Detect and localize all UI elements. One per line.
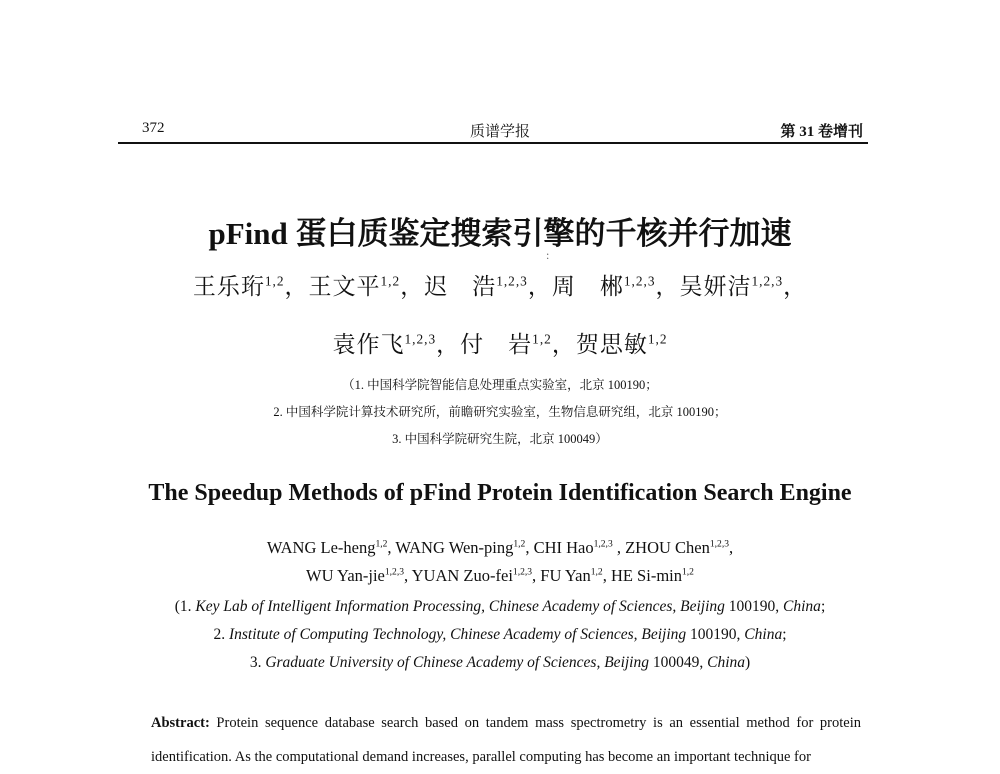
cn-affiliation-3: 3. 中国科学院研究生院，北京 100049） (392, 432, 608, 446)
author-affiliation-sup: 1,2,3 (709, 538, 729, 550)
affiliation-prefix: (1. (174, 598, 196, 615)
author-affiliation-sup: 1,2,3 (593, 538, 613, 550)
author-separator: ， (284, 274, 309, 299)
author-separator: ， (436, 332, 461, 357)
author-name: 周 郴 (551, 274, 624, 299)
affiliation-code: 100190, (686, 626, 745, 643)
affiliation-country: China (744, 626, 783, 643)
abstract (151, 706, 861, 774)
author-separator: , (525, 538, 534, 557)
author-separator: , (612, 538, 626, 557)
affiliation-italic: Institute of Computing Technology, Chinese Academy of Sciences, Beijing (228, 626, 687, 643)
author-affiliation-sup: 1,2 (647, 331, 668, 347)
author-separator: , (387, 538, 396, 557)
author-separator: ， (551, 332, 576, 357)
cn-authors-line2 (0, 326, 1000, 359)
author-name: 王乐珩 (192, 274, 265, 299)
en-title: The Speedup Methods of pFind Protein Identification Search Engine (148, 480, 852, 506)
author-name: 袁作飞 (332, 332, 405, 357)
affiliation-country: China (783, 598, 821, 615)
affiliation-end: ) (745, 654, 751, 671)
author-separator: , (729, 538, 734, 557)
author-name: WU Yan-jie (306, 566, 385, 585)
author-affiliation-sup: 1,2,3 (404, 331, 437, 347)
en-affiliation-1 (0, 598, 1000, 616)
affiliation-italic: Key Lab of Intelligent Information Processing, Chinese Academy of Sciences, Beijing (195, 598, 725, 615)
author-affiliation-sup: 1,2,3 (496, 273, 528, 289)
author-separator: ， (655, 274, 680, 299)
author-separator: ， (783, 274, 808, 299)
affiliation-italic: Graduate University of Chinese Academy of Sciences, Beijing (265, 654, 649, 671)
cn-affiliation-1: （1. 中国科学院智能信息处理重点实验室，北京 100190； (342, 378, 658, 392)
cn-affiliation-2: 2. 中国科学院计算技术研究所，前瞻研究实验室，生物信息研究组，北京 100190； (273, 405, 727, 419)
author-affiliation-sup: 1,2,3 (512, 566, 533, 578)
author-affiliation-sup: 1,2 (590, 566, 603, 578)
author-name: ZHOU Chen (625, 538, 710, 557)
author-name: 吴妍洁 (679, 274, 752, 299)
author-affiliation-sup: 1,2,3 (751, 273, 784, 289)
en-affiliation-2 (0, 626, 1000, 644)
abstract-text: Protein sequence database search based on tandem mass spectrometry is an essential method for protein identification. As the computational demand increases, parallel computing has become an important technique for (151, 715, 861, 765)
author-affiliation-sup: 1,2,3 (384, 566, 404, 578)
cn-authors-line1 (0, 268, 1000, 301)
affiliation-end: ; (820, 598, 826, 615)
header-rule (118, 142, 868, 144)
author-name: HE Si-min (610, 566, 682, 585)
author-affiliation-sup: 1,2 (264, 273, 285, 289)
author-name: FU Yan (540, 566, 591, 585)
author-name: 贺思敏 (575, 332, 648, 357)
author-separator: , (602, 566, 611, 585)
scan-speck: : (546, 248, 550, 262)
author-name: YUAN Zuo-fei (411, 566, 513, 585)
author-affiliation-sup: 1,2 (681, 566, 694, 578)
page-number: 372 (142, 120, 165, 136)
en-authors-line1 (0, 538, 1000, 558)
author-affiliation-sup: 1,2 (375, 538, 388, 550)
affiliation-code: 100190, (724, 598, 784, 615)
en-affiliation-3 (0, 654, 1000, 672)
author-name: CHI Hao (533, 538, 594, 557)
author-separator: ， (527, 274, 552, 299)
author-affiliation-sup: 1,2 (532, 331, 552, 347)
author-affiliation-sup: 1,2,3 (623, 273, 656, 289)
author-affiliation-sup: 1,2 (513, 538, 526, 550)
affiliation-prefix: 3. (249, 654, 266, 671)
author-name: 王文平 (308, 274, 381, 299)
affiliation-end: ; (782, 626, 787, 643)
en-authors-line2 (0, 566, 1000, 586)
journal-name: 质谱学报 (469, 124, 530, 140)
author-name: WANG Wen-ping (395, 538, 514, 557)
author-affiliation-sup: 1,2 (380, 273, 401, 289)
author-name: WANG Le-heng (266, 538, 376, 557)
affiliation-code: 100049, (648, 654, 708, 671)
affiliation-country: China (707, 654, 746, 671)
affiliation-prefix: 2. (213, 626, 229, 643)
author-name: 迟 浩 (424, 274, 497, 299)
volume-label: 第 31 卷增刊 (780, 124, 863, 140)
author-separator: ， (400, 274, 425, 299)
author-separator: , (404, 566, 412, 585)
abstract-label: Abstract: (151, 715, 210, 731)
author-separator: , (532, 566, 541, 585)
cn-title: pFind 蛋白质鉴定搜索引擎的千核并行加速 (208, 216, 792, 251)
author-name: 付 岩 (460, 332, 533, 357)
